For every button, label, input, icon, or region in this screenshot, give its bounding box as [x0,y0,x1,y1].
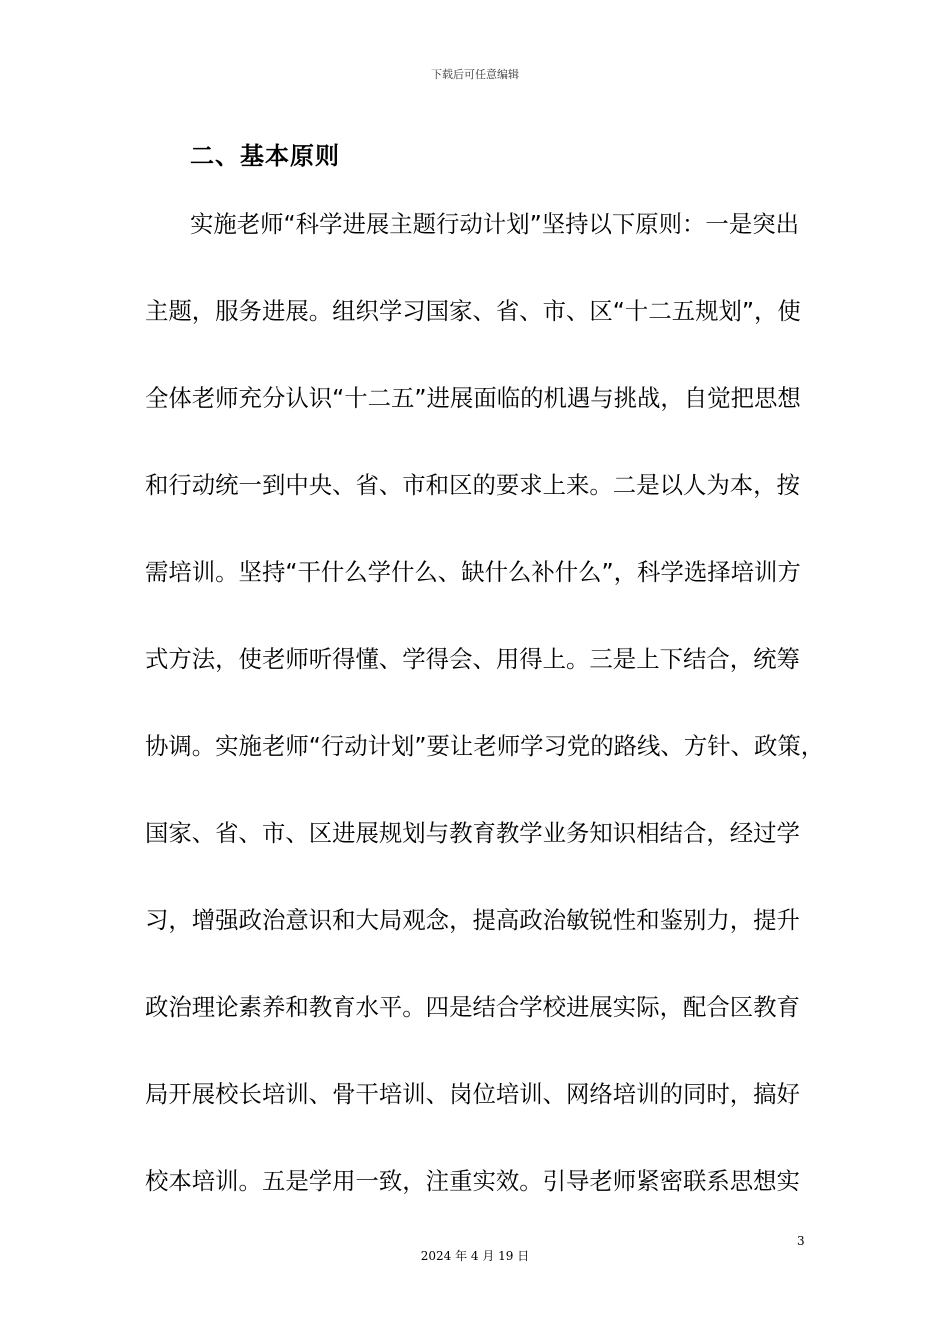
body-line: 式方法，使老师听得懂、学得会、用得上。三是上下结合，统筹 [145,645,800,673]
body-line: 实施老师“科学进展主题行动计划”坚持以下原则：一是突出 [190,210,799,238]
body-line: 政治理论素养和教育水平。四是结合学校进展实际，配合区教育 [145,993,800,1021]
header-note: 下载后可任意编辑 [431,68,519,81]
page-number: 3 [797,1234,805,1248]
body-line: 局开展校长培训、骨干培训、岗位培训、网络培训的同时，搞好 [145,1080,800,1108]
footer-date: 2024 年 4 月 19 日 [420,1249,530,1263]
section-heading: 二、基本原则 [190,142,340,170]
body-text [145,204,825,1248]
body-line: 国家、省、市、区进展规划与教育教学业务知识相结合，经过学 [145,819,800,847]
body-line: 主题，服务进展。组织学习国家、省、市、区“十二五规划”，使 [145,297,801,325]
body-line: 全体老师充分认识“十二五”进展面临的机遇与挑战，自觉把思想 [145,384,801,412]
body-line: 需培训。坚持“干什么学什么、缺什么补什么”，科学选择培训方 [145,558,801,586]
body-line: 习，增强政治意识和大局观念，提高政治敏锐性和鉴别力，提升 [145,906,800,934]
body-line: 和行动统一到中央、省、市和区的要求上来。二是以人为本，按 [145,471,800,499]
body-line: 协调。实施老师“行动计划”要让老师学习党的路线、方针、政策， [145,732,825,760]
body-line: 校本培训。五是学用一致，注重实效。引导老师紧密联系思想实 [145,1167,800,1195]
